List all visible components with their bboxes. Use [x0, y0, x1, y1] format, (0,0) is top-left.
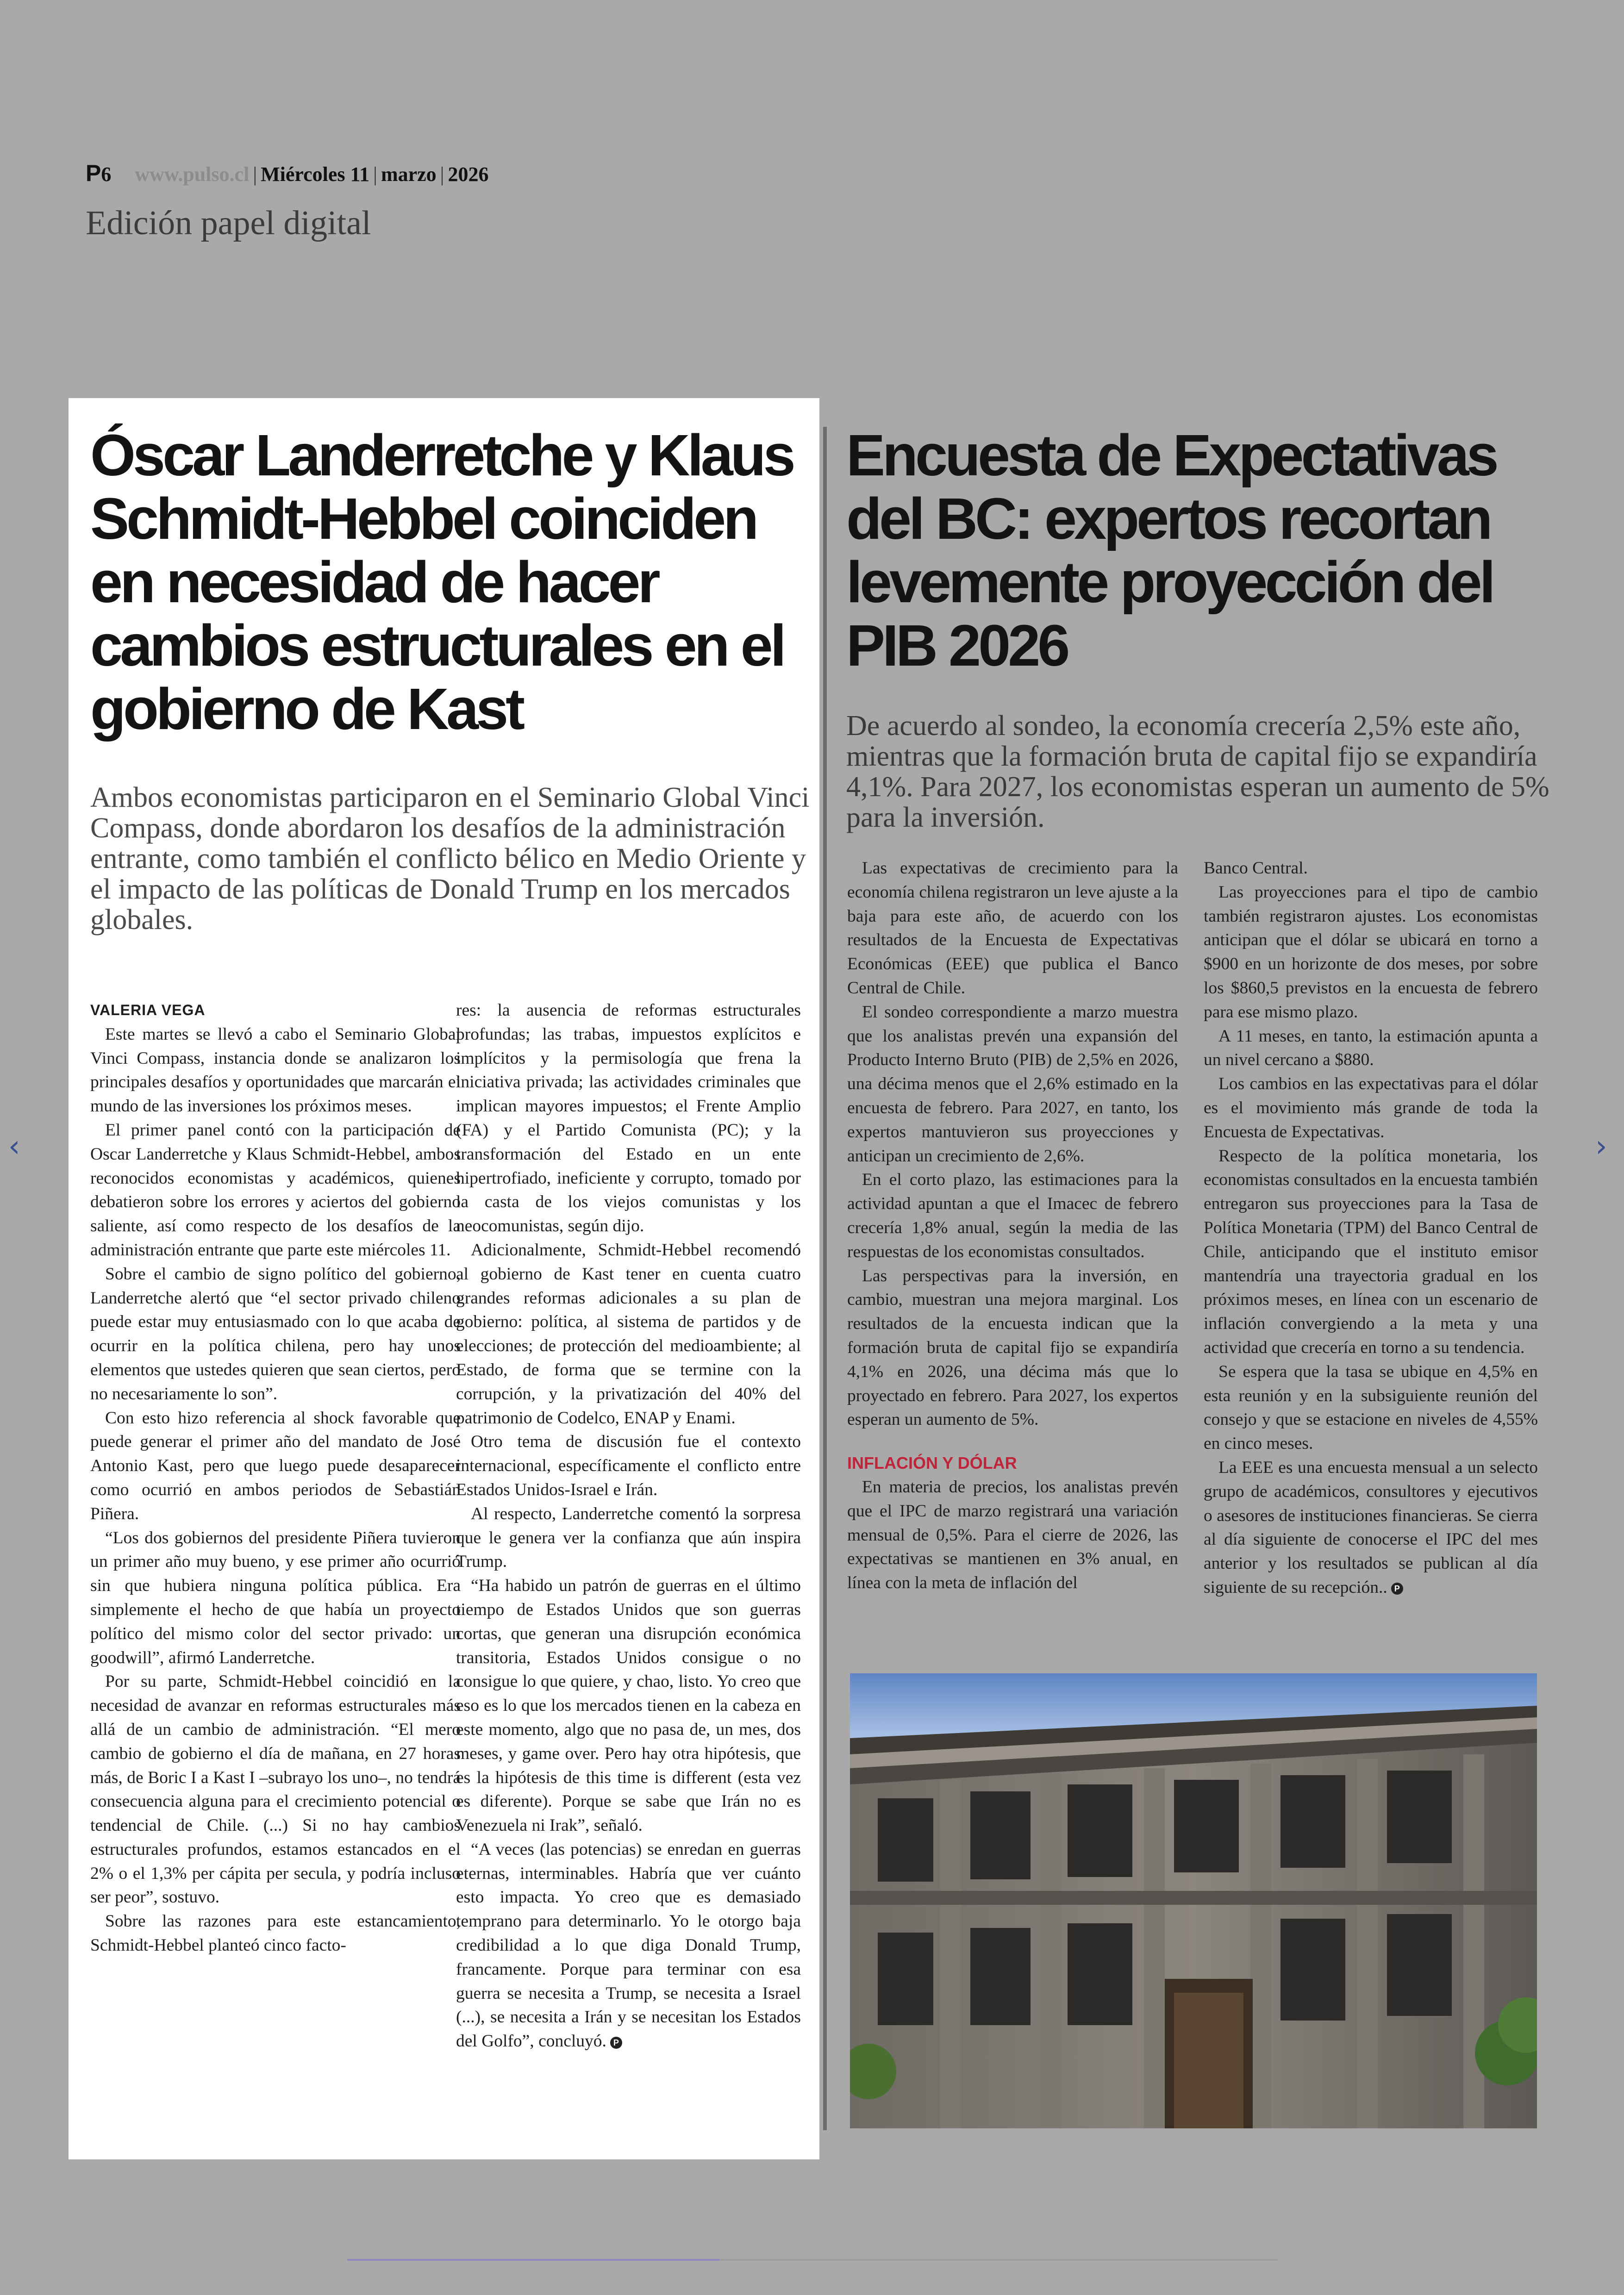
date-year: 2026: [448, 163, 489, 186]
paragraph: Adicionalmente, Schmidt-Hebbel recomendó al gobierno de Kast tener en cuenta cuatro grandes reformas adicionales a su plan de gobierno: política, al sistema de partidos y de elecciones; de protección del medioambiente; al Estado, de forma que se termine con la corrupción, y la privatización del 40% del patrimonio de Codelco, ENAP y Enami.: [456, 1240, 801, 1428]
building-photo: [850, 1673, 1537, 2128]
page-masthead: [86, 160, 488, 187]
right-article-headline: Encuesta de Expectativas del BC: expertos recortan levemente proyección del PIB 2026: [846, 423, 1496, 678]
separator: |: [373, 163, 377, 186]
byline: VALERIA VEGA: [90, 1002, 206, 1018]
paragraph: Banco Central.: [1204, 859, 1308, 878]
paragraph: Las perspectivas para la inversión, en cambio, muestran una mejora marginal. Los resultados de la encuesta indican que la formación bruta de capital fijo se expandiría 4,1% en 2026, una décima más que lo proyectado en febrero. Para 2027, los expertos esperan un aumento de 5%.: [847, 1266, 1178, 1429]
paragraph: En materia de precios, los analistas prevén que el IPC de marzo registrará una variación mensual de 0,5%. Para el cierre de 2026, las expectativas se mantienen en 3% anual, en línea con la meta de inflación del: [847, 1477, 1178, 1593]
paragraph: Sobre el cambio de signo político del gobierno, Landerretche alertó que “el sector privado chileno puede estar muy entusiasmado con lo que acaba de ocurrir en la política chilena, pero hay unos elementos que ustedes quieren que sean ciertos, pero no necesariamente lo son”.: [90, 1264, 461, 1403]
column-divider: [823, 427, 827, 2130]
left-article-column-1: [90, 998, 461, 1958]
separator: |: [440, 163, 444, 186]
section-subhead: INFLACIÓN Y DÓLAR: [847, 1453, 1017, 1473]
right-article-column-1: [847, 856, 1178, 1595]
edition-label: Edición papel digital: [86, 204, 371, 242]
right-article-column-2: [1204, 856, 1538, 1600]
paragraph: Se espera que la tasa se ubique en 4,5% en esta reunión y en la subsiguiente reunión del consejo y que se estacione en niveles de 4,55% en cinco meses.: [1204, 1362, 1538, 1453]
page-number: 6: [101, 163, 112, 186]
paragraph: “Los dos gobiernos del presidente Piñera tuvieron un primer año muy bueno, y ese primer año ocurrió sin que hubiera ninguna política pública. Era simplemente el hecho de que había un proyecto político del mismo color del sector privado: un goodwill”, afirmó Landerretche.: [90, 1528, 461, 1667]
paragraph: Las expectativas de crecimiento para la economía chilena registraron un leve ajuste a la baja para este año, de acuerdo con los resultados de la Encuesta de Expectativas Económicas (EEE) que publica el Banco Central de Chile.: [847, 859, 1178, 998]
paragraph: res: la ausencia de reformas estructurales profundas; las trabas, impuestos explícitos e implícitos y la permisología que frena la iniciativa privada; las actividades criminales que implican mayores impuestos; el Frente Amplio (FA) y el Partido Comunista (PC); y la transformación del Estado en un ente hipertrofiado, ineficiente y corrupto, tomado por la casta de los viejos comunistas y los neocomunistas, según dijo.: [456, 1001, 801, 1236]
paragraph-text: La EEE es una encuesta mensual a un selecto grupo de académicos, consultores y ejecutivos o asesores de instituciones financieras. Se cierra al día siguiente de conocerse el IPC del mes anterior y los resultados se publican al día siguiente de su recepción..: [1204, 1458, 1538, 1597]
paragraph: Al respecto, Landerretche comentó la sorpresa que le genera ver la confianza que aún inspira Trump.: [456, 1504, 801, 1572]
paragraph-text: “A veces (las potencias) se enredan en guerras eternas, interminables. Habría que ver cuánto esto impacta. Yo creo que es demasiado temprano para determinarlo. Yo le otorgo baja credibilidad a lo que diga Donald Trump, francamente. Porque para terminar con esa guerra se necesita a Trump, se necesita a Israel (...), se necesita a Irán y se necesitan los Estados del Golfo”, concluyó.: [456, 1840, 801, 2051]
paragraph: Con esto hizo referencia al shock favorable que puede generar el primer año del mandato de José Antonio Kast, pero que luego puede desaparecer como ocurrió en ambos periodos de Sebastián Piñera.: [90, 1408, 461, 1523]
separator: |: [253, 163, 257, 186]
paragraph: Este martes se llevó a cabo el Seminario Global Vinci Compass, instancia donde se analizaron los principales desafíos y oportunidades que marcarán el mundo de las inversiones los próximos meses.: [90, 1024, 461, 1116]
end-of-article-icon: P: [1391, 1583, 1403, 1595]
right-article-dek: De acuerdo al sondeo, la economía crecería 2,5% este año, mientras que la formación bruta de capital fijo se expandiría 4,1%. Para 2027, los economistas esperan un aumento de 5% para la inversión.: [846, 710, 1549, 833]
paragraph: Por su parte, Schmidt-Hebbel coincidió en la necesidad de avanzar en reformas estructurales más allá de un cambio de administración. “El mero cambio de gobierno el día de mañana, en 27 horas más, de Boric I a Kast I –subrayo los uno–, no tendrá consecuencia alguna para el crecimiento potencial o tendencial de Chile. (...) Si no hay cambios estructurales profundos, estamos estancados en el 2% o el 1,3% per cápita per secula, y podría incluso ser peor”, sostuvo.: [90, 1672, 461, 1907]
paragraph: El primer panel contó con la participación de Oscar Landerretche y Klaus Schmidt-Hebbel, ambos reconocidos economistas y académicos, quienes debatieron sobre los errores y aciertos del gobierno saliente, así como respecto de los desafíos de la administración entrante que parte este miércoles 11.: [90, 1120, 461, 1260]
page-progress-fill: [347, 2259, 719, 2261]
next-page-button[interactable]: ›: [1595, 1129, 1607, 1164]
paragraph-last: [1204, 1456, 1538, 1600]
paragraph: Respecto de la política monetaria, los economistas consultados en la encuesta también entregaron sus proyecciones para la Tasa de Política Monetaria (TPM) del Banco Central de Chile, anticipando que el instituto emisor mantendría una trayectoria gradual en los próximos meses, en línea con un escenario de inflación convergiendo a la meta y una actividad que crecería en torno a su tendencia.: [1204, 1146, 1538, 1357]
pulso-logo-mark: P: [86, 160, 101, 186]
paragraph: A 11 meses, en tanto, la estimación apunta a un nivel cercano a $880.: [1204, 1026, 1538, 1070]
left-article-headline: Óscar Landerretche y Klaus Schmidt-Hebbel coinciden en necesidad de hacer cambios estructurales en el gobierno de Kast: [90, 423, 793, 742]
paragraph: Los cambios en las expectativas para el dólar es el movimiento más grande de toda la Encuesta de Expectativas.: [1204, 1074, 1538, 1141]
paragraph: Las proyecciones para el tipo de cambio también registraron ajustes. Los economistas anticipan que el dólar se ubicará en torno a $900 en un horizonte de dos meses, por sobre los $860,5 previstos en la encuesta de febrero para ese mismo plazo.: [1204, 882, 1538, 1022]
building-illustration: [850, 1673, 1537, 2128]
left-article-column-2: [456, 998, 801, 2053]
date-day: Miércoles 11: [261, 163, 370, 186]
previous-page-button[interactable]: ‹: [8, 1129, 20, 1164]
left-article-dek: Ambos economistas participaron en el Seminario Global Vinci Compass, donde abordaron los desafíos de la administración entrante, como también el conflicto bélico en Medio Oriente y el impacto de las políticas de Donald Trump en los mercados globales.: [90, 782, 810, 935]
paragraph: Sobre las razones para este estancamiento, Schmidt-Hebbel planteó cinco facto-: [90, 1912, 461, 1955]
date-month: marzo: [381, 163, 437, 186]
paragraph: Otro tema de discusión fue el contexto internacional, específicamente el conflicto entre Estados Unidos-Israel e Irán.: [456, 1432, 801, 1499]
site-url: www.pulso.cl: [135, 163, 250, 186]
paragraph: El sondeo correspondiente a marzo muestra que los analistas prevén una expansión del Producto Interno Bruto (PIB) de 2,5% en 2026, una décima menos que el 2,6% estimado en la encuesta de febrero. Para 2027, en tanto, los expertos mantuvieron sus proyecciones y anticipan un crecimiento de 2,6%.: [847, 1002, 1178, 1166]
paragraph: En el corto plazo, las estimaciones para la actividad apuntan a que el Imacec de febrero crecería 1,8% anual, según la media de las respuestas de los economistas consultados.: [847, 1170, 1178, 1261]
page-progress-bar[interactable]: [347, 2259, 1278, 2261]
paragraph: “Ha habido un patrón de guerras en el último tiempo de Estados Unidos que son guerras cortas, que generan una disrupción económica transitoria, Estados Unidos consigue o no consigue lo que quiere, y chao, listo. Yo creo que eso es lo que los mercados tienen en la cabeza en este momento, algo que no pasa de, un mes, dos meses, y game over. Pero hay otra hipótesis, que es la hipótesis de this time is different (esta vez es diferente). Porque se sabe que Irán no es Venezuela ni Irak”, señaló.: [456, 1576, 801, 1835]
paragraph-last: [456, 1838, 801, 2053]
end-of-article-icon: P: [610, 2037, 622, 2049]
